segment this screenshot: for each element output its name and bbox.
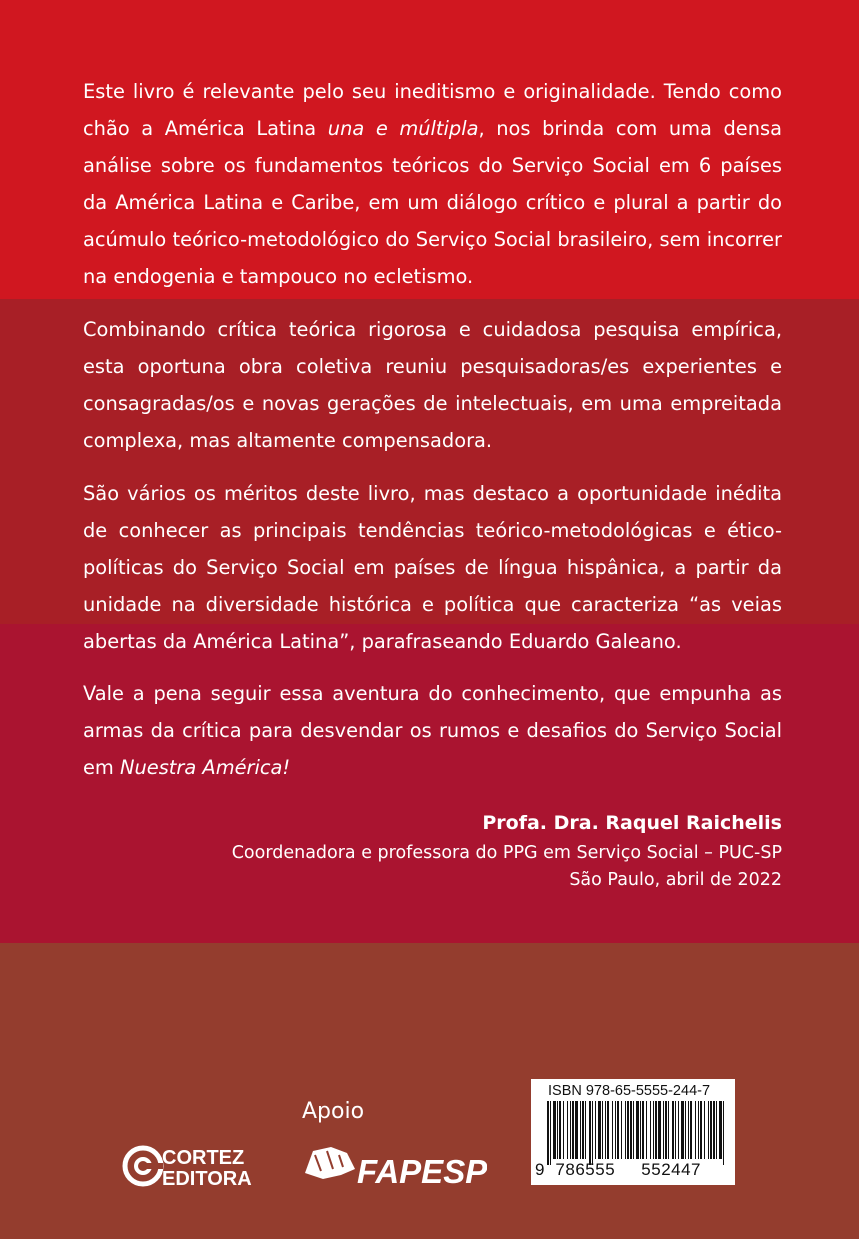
barcode-bar [633, 1101, 634, 1159]
barcode-bar [559, 1101, 561, 1159]
barcode-bar [675, 1101, 676, 1159]
barcode-bar [653, 1101, 654, 1159]
paragraph-1-start: Este livro é relevante pelo seu ineditismo e originalidade. Tendo como chão a América Latina [83, 80, 782, 140]
sponsor-name: FAPESP [357, 1153, 487, 1189]
support-label: Apoio [302, 1099, 365, 1124]
barcode-bar [627, 1101, 629, 1159]
barcode-bar [557, 1101, 558, 1159]
barcode-bar [713, 1101, 715, 1159]
paragraph-4-emphasis: Nuestra América! [119, 756, 291, 779]
barcode-bar [615, 1101, 616, 1159]
barcode-bar [700, 1101, 702, 1159]
paragraph-4-start: Vale a pena seguir essa aventura do conhecimento, que empunha as armas da crítica para desvendar os rumos e desafios do Serviço Social em [83, 682, 782, 779]
isbn-label: ISBN 978-65-5555-244-7 [548, 1083, 711, 1099]
barcode-bar [665, 1101, 667, 1159]
barcode-bar [685, 1101, 686, 1159]
publisher-name-line1: CORTEZ [162, 1147, 245, 1169]
paragraph-3: São vários os méritos deste livro, mas destaco a oportunidade inédita de conhecer as principais tendências teórico-metodológicas e ético-políticas do Serviço Social em países de língua hispânica, a partir da unidade na diversidade histórica e política que caracteriza “as veias abertas da América Latina”, parafraseando Eduardo Galeano. [83, 482, 782, 653]
signature-name: Profa. Dra. Raquel Raichelis [482, 812, 782, 834]
barcode-bar [663, 1101, 664, 1159]
barcode-bar [598, 1101, 601, 1159]
barcode-bar [668, 1101, 669, 1159]
barcode-bar [678, 1101, 679, 1159]
barcode-bar [698, 1101, 699, 1159]
isbn-digits-right: 552447 [641, 1160, 702, 1179]
barcode-bar [563, 1101, 564, 1159]
cortez-editora-logo [122, 1143, 262, 1189]
barcode-bar [642, 1101, 644, 1159]
barcode-bar [617, 1101, 619, 1159]
barcode-bar [688, 1101, 689, 1159]
paragraph-1-end: , nos brinda com uma densa análise sobre os fundamentos teóricos do Serviço Social em 6 países da América Latina e Caribe, em um diálogo crítico e plural a partir do acúmulo teórico-metodológico do Serviço Social brasileiro, sem incorrer na endogenia e tampouco no ecletismo. [83, 117, 783, 288]
barcode-bar [625, 1101, 626, 1159]
barcode-bar [607, 1101, 609, 1159]
barcode-bar [602, 1101, 603, 1159]
signature-role: Coordenadora e professora do PPG em Serviço Social – PUC-SP [231, 843, 782, 863]
paragraph-2: Combinando crítica teórica rigorosa e cuidadosa pesquisa empírica, esta oportuna obra coletiva reuniu pesquisadoras/es experientes e consagradas/os e novas gerações de intelectuais, em uma empreitada complexa, mas altamente compensadora. [83, 318, 782, 452]
barcode-bar [605, 1101, 606, 1159]
barcode-bar [710, 1101, 712, 1159]
barcode-bar [650, 1101, 651, 1159]
isbn-barcode-box [531, 1079, 735, 1185]
barcode-bar [572, 1101, 574, 1159]
barcode-bar [582, 1101, 584, 1159]
paragraph-1-emphasis: una e múltipla [327, 117, 479, 140]
publisher-name-line2: EDITORA [162, 1168, 252, 1189]
paragraph-1 [83, 73, 782, 295]
barcode-bar [658, 1101, 661, 1159]
barcode-bar [681, 1101, 684, 1159]
barcode-bar [621, 1101, 622, 1159]
barcode-bar [636, 1101, 639, 1159]
barcode-bar [580, 1101, 581, 1159]
signature-place-date: São Paulo, abril de 2022 [569, 870, 782, 890]
barcode-bar [695, 1101, 696, 1159]
barcode-bar [575, 1101, 578, 1159]
barcode-bar [719, 1101, 722, 1159]
barcode-bar [570, 1101, 571, 1159]
barcode-bar [716, 1101, 717, 1159]
barcode-bar [655, 1101, 657, 1159]
barcode-bar [708, 1101, 709, 1159]
barcode-bar [550, 1101, 551, 1165]
barcode-bar [592, 1101, 593, 1165]
fapesp-logo [301, 1145, 487, 1189]
barcode-bar [672, 1101, 674, 1159]
barcode-bar [589, 1101, 591, 1165]
barcode-bar [704, 1101, 705, 1159]
barcode-bar [690, 1101, 692, 1159]
barcode-bar [595, 1101, 596, 1159]
barcode-bar [567, 1101, 568, 1159]
barcode [547, 1101, 727, 1165]
barcode-bar [585, 1101, 586, 1159]
isbn-digit-left: 9 [535, 1160, 545, 1179]
barcode-bar [640, 1101, 641, 1159]
isbn-digits [535, 1160, 731, 1180]
barcode-bar [646, 1101, 647, 1159]
barcode-bar [723, 1101, 724, 1165]
barcode-bar [553, 1101, 556, 1159]
barcode-bar [630, 1101, 632, 1159]
paragraph-4 [83, 675, 782, 786]
isbn-digits-mid: 786555 [555, 1160, 616, 1179]
barcode-bar [612, 1101, 613, 1159]
barcode-bar [547, 1101, 549, 1165]
